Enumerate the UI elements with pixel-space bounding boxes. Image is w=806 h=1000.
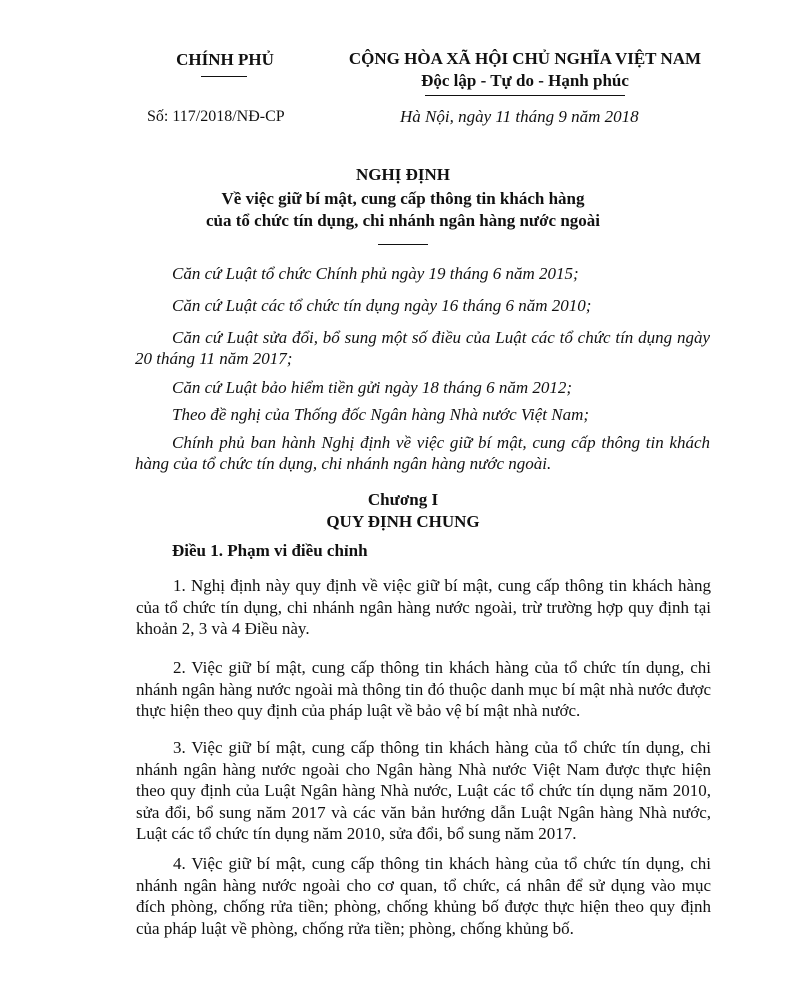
article-clause-4: 4. Việc giữ bí mật, cung cấp thông tin khách hàng của tổ chức tín dụng, chi nhánh ngân hàng nước ngoài cho cơ quan, tổ chức, cá nhân để sử dụng vào mục đích phòng, chống rửa tiền; phòng, chống khủng bố được thực hiện theo quy định của pháp luật về phòng, chống rửa tiền; phòng, chống khủng bố. [136,854,711,938]
chapter-name: QUY ĐỊNH CHUNG [326,512,480,531]
preamble-basis-3: Căn cứ Luật sửa đổi, bổ sung một số điều của Luật các tổ chức tín dụng ngày 20 tháng 11 năm 2017; [135,328,710,368]
article-heading: Điều 1. Phạm vi điều chỉnh [172,541,368,560]
place-and-date: Hà Nội, ngày 11 tháng 9 năm 2018 [400,107,639,126]
issuing-agency: CHÍNH PHỦ [176,50,274,69]
article-clause-1: 1. Nghị định này quy định về việc giữ bí mật, cung cấp thông tin khách hàng của tổ chức tín dụng, chi nhánh ngân hàng nước ngoài, trừ trường hợp quy định tại khoản 2, 3 và 4 Điều này. [136,576,711,638]
motto-underline [425,95,625,96]
preamble-proposal: Theo đề nghị của Thống đốc Ngân hàng Nhà nước Việt Nam; [172,405,590,424]
preamble-promulgation: Chính phủ ban hành Nghị định về việc giữ bí mật, cung cấp thông tin khách hàng của tổ chức tín dụng, chi nhánh ngân hàng nước ngoài. [135,433,710,473]
national-title: CỘNG HÒA XÃ HỘI CHỦ NGHĨA VIỆT NAM [348,49,702,68]
title-separator [378,244,428,245]
preamble-basis-1: Căn cứ Luật tổ chức Chính phủ ngày 19 tháng 6 năm 2015; [172,264,579,283]
document-type: NGHỊ ĐỊNH [356,165,450,184]
national-motto: Độc lập - Tự do - Hạnh phúc [421,71,629,90]
preamble-basis-2: Căn cứ Luật các tổ chức tín dụng ngày 16 tháng 6 năm 2010; [172,296,592,315]
subject-line-2: của tổ chức tín dụng, chi nhánh ngân hàng nước ngoài [205,211,600,230]
subject-line-1: Về việc giữ bí mật, cung cấp thông tin khách hàng [221,189,585,208]
article-clause-2: 2. Việc giữ bí mật, cung cấp thông tin khách hàng của tổ chức tín dụng, chi nhánh ngân hàng nước ngoài mà thông tin đó thuộc danh mục bí mật nhà nước được thực hiện theo quy định của pháp luật về bảo vệ bí mật nhà nước. [136,658,711,720]
preamble-basis-4: Căn cứ Luật bảo hiểm tiền gửi ngày 18 tháng 6 năm 2012; [172,378,573,397]
document-number: Số: 117/2018/NĐ-CP [147,108,285,125]
chapter-number: Chương I [367,490,439,509]
agency-underline [201,76,247,77]
article-clause-3: 3. Việc giữ bí mật, cung cấp thông tin khách hàng của tổ chức tín dụng, chi nhánh ngân hàng nước ngoài cho Ngân hàng Nhà nước Việt Nam được thực hiện theo quy định của Luật Ngân hàng Nhà nước, Luật các tổ chức tín dụng năm 2010, sửa đổi, bổ sung năm 2017 và các văn bản hướng dẫn Luật Ngân hàng Nhà nước, Luật các tổ chức tín dụng năm 2010, sửa đổi, bổ sung năm 2017. [136,738,711,843]
